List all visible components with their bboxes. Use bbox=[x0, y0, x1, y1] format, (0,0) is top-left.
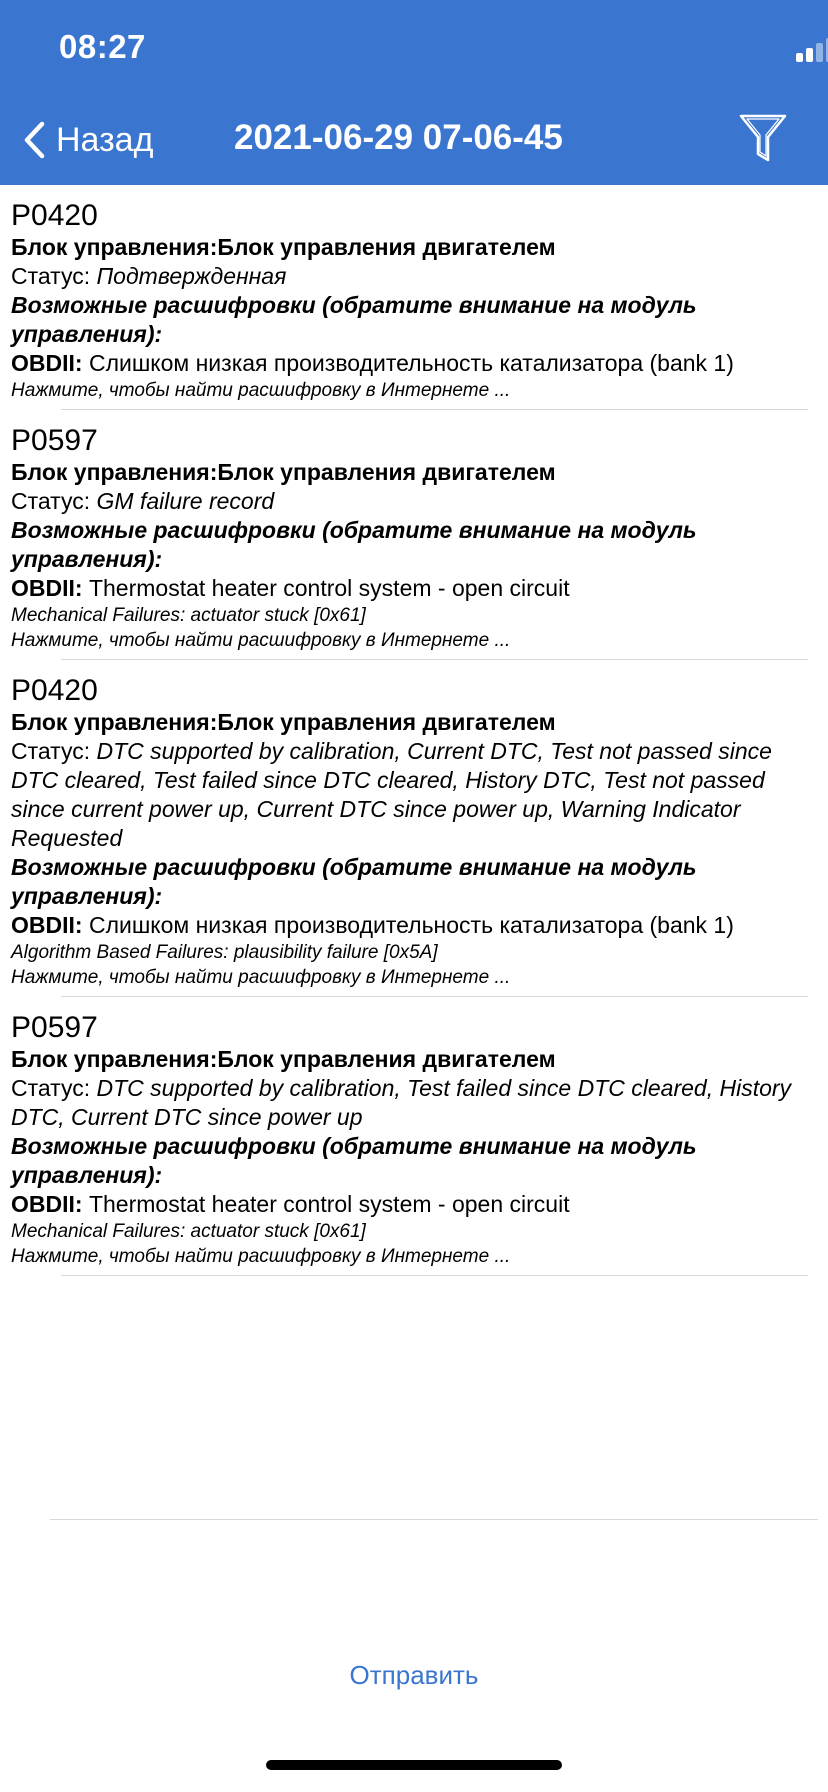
dtc-item[interactable] bbox=[0, 660, 828, 997]
status-time: 08:27 bbox=[59, 28, 146, 65]
dtc-status: Статус: GM failure record bbox=[11, 488, 275, 514]
dtc-status: Статус: Подтвержденная bbox=[11, 263, 287, 289]
search-online-link[interactable]: Нажмите, чтобы найти расшифровку в Интернете ... bbox=[11, 967, 511, 988]
failure-detail: Mechanical Failures: actuator stuck [0x61] bbox=[11, 1221, 366, 1242]
control-unit: Блок управления:Блок управления двигателем bbox=[11, 459, 556, 485]
search-online-link[interactable]: Нажмите, чтобы найти расшифровку в Интернете ... bbox=[11, 630, 511, 651]
obd-description: OBDII: Thermostat heater control system - open circuit bbox=[11, 575, 570, 601]
dtc-status: Статус: DTC supported by calibration, Test failed since DTC cleared, History DTC, Current DTC since power up bbox=[11, 1075, 792, 1130]
dtc-code: P0597 bbox=[11, 1011, 98, 1044]
back-label: Назад bbox=[56, 120, 154, 159]
obd-description: OBDII: Слишком низкая производительность катализатора (bank 1) bbox=[11, 912, 734, 938]
chevron-left-icon bbox=[22, 120, 46, 160]
possible-decodings-heading: Возможные расшифровки (обратите внимание на модуль управления): bbox=[11, 1133, 697, 1188]
navigation-header bbox=[0, 0, 828, 185]
filter-icon[interactable] bbox=[738, 112, 788, 164]
dtc-code: P0597 bbox=[11, 424, 98, 457]
dtc-code: P0420 bbox=[11, 674, 98, 707]
obd-description: OBDII: Слишком низкая производительность катализатора (bank 1) bbox=[11, 350, 734, 376]
dtc-item[interactable] bbox=[0, 410, 828, 660]
control-unit: Блок управления:Блок управления двигателем bbox=[11, 1046, 556, 1072]
back-button[interactable] bbox=[22, 116, 153, 164]
home-indicator[interactable] bbox=[266, 1760, 562, 1770]
dtc-list bbox=[0, 185, 828, 1276]
page-title: 2021-06-29 07-06-45 bbox=[234, 118, 563, 157]
possible-decodings-heading: Возможные расшифровки (обратите внимание на модуль управления): bbox=[11, 292, 697, 347]
control-unit: Блок управления:Блок управления двигателем bbox=[11, 234, 556, 260]
search-online-link[interactable]: Нажмите, чтобы найти расшифровку в Интернете ... bbox=[11, 380, 511, 401]
control-unit: Блок управления:Блок управления двигателем bbox=[11, 709, 556, 735]
dtc-item[interactable] bbox=[0, 997, 828, 1276]
dtc-code: P0420 bbox=[11, 199, 98, 232]
dtc-item[interactable] bbox=[0, 185, 828, 410]
divider bbox=[50, 1519, 818, 1520]
divider bbox=[61, 1275, 808, 1276]
cellular-signal-icon bbox=[796, 36, 828, 62]
obd-description: OBDII: Thermostat heater control system - open circuit bbox=[11, 1191, 570, 1217]
failure-detail: Mechanical Failures: actuator stuck [0x61] bbox=[11, 605, 366, 626]
failure-detail: Algorithm Based Failures: plausibility failure [0x5A] bbox=[11, 942, 438, 963]
search-online-link[interactable]: Нажмите, чтобы найти расшифровку в Интернете ... bbox=[11, 1246, 511, 1267]
possible-decodings-heading: Возможные расшифровки (обратите внимание на модуль управления): bbox=[11, 517, 697, 572]
send-button[interactable]: Отправить bbox=[349, 1660, 479, 1690]
possible-decodings-heading: Возможные расшифровки (обратите внимание на модуль управления): bbox=[11, 854, 697, 909]
dtc-status: Статус: DTC supported by calibration, Current DTC, Test not passed since DTC cleared, Test failed since DTC cleared, History DTC, Test not passed since current power up, Current DTC since power up, Warning Indicator Requested bbox=[11, 738, 772, 851]
